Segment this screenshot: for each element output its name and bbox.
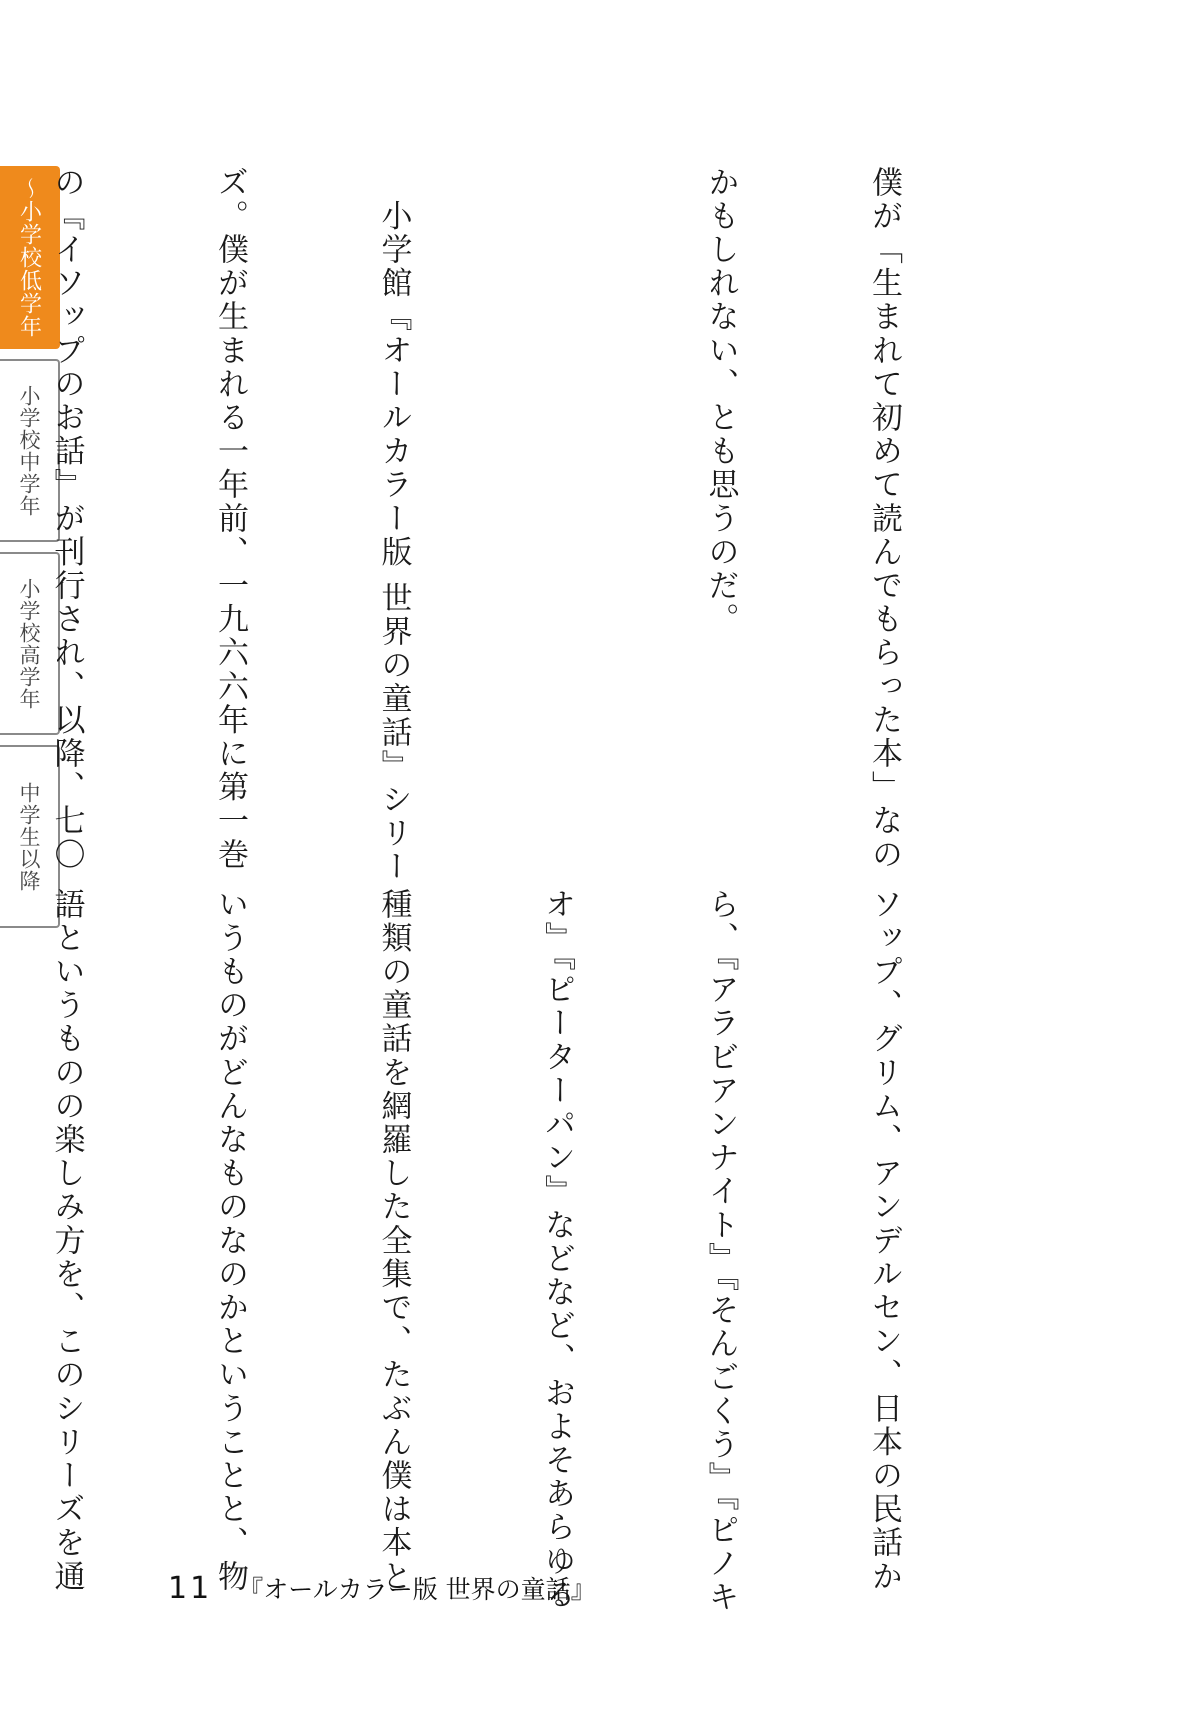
text-line: かもしれない、とも思うのだ。 — [702, 166, 739, 637]
text-line: オ』『ピーターパン』などなど、およそあらゆる — [539, 888, 575, 1612]
text-line — [530, 166, 585, 866]
body-text-upper — [0, 166, 1020, 885]
text-line: 僕が「生まれて初めて読んでもらった本」なの — [866, 166, 902, 872]
text-line: ら、『アラビアンナイト』『そんごくう』『ピノキ — [702, 888, 739, 1615]
tab-label: 〜小学校低学年 — [16, 177, 42, 338]
text-line: の『イソップのお話』が刊行され、以降、七〇 — [48, 166, 85, 872]
tab-label: 小学校中学年 — [17, 384, 41, 517]
page-number: 11 — [168, 1571, 213, 1606]
tab-label: 小学校高学年 — [17, 577, 41, 710]
text-line: ソップ、グリム、アンデルセン、日本の民話か — [866, 888, 902, 1594]
text-line: 小学館『オールカラー版 世界の童話』シリー — [375, 166, 412, 885]
text-line: ズ。僕が生まれる一年前、一九六六年に第一巻 — [212, 166, 248, 872]
page-footer — [168, 1570, 596, 1606]
text-line: 語というものの楽しみ方を、このシリーズを通 — [48, 888, 85, 1594]
tab-label: 中学生以降 — [17, 781, 41, 892]
running-title: 『オールカラー版 世界の童話』 — [238, 1575, 596, 1604]
text-line: 種類の童話を網羅した全集で、たぶん僕は本と — [375, 888, 412, 1594]
text-line: いうものがどんなものなのかということと、物 — [212, 888, 248, 1594]
